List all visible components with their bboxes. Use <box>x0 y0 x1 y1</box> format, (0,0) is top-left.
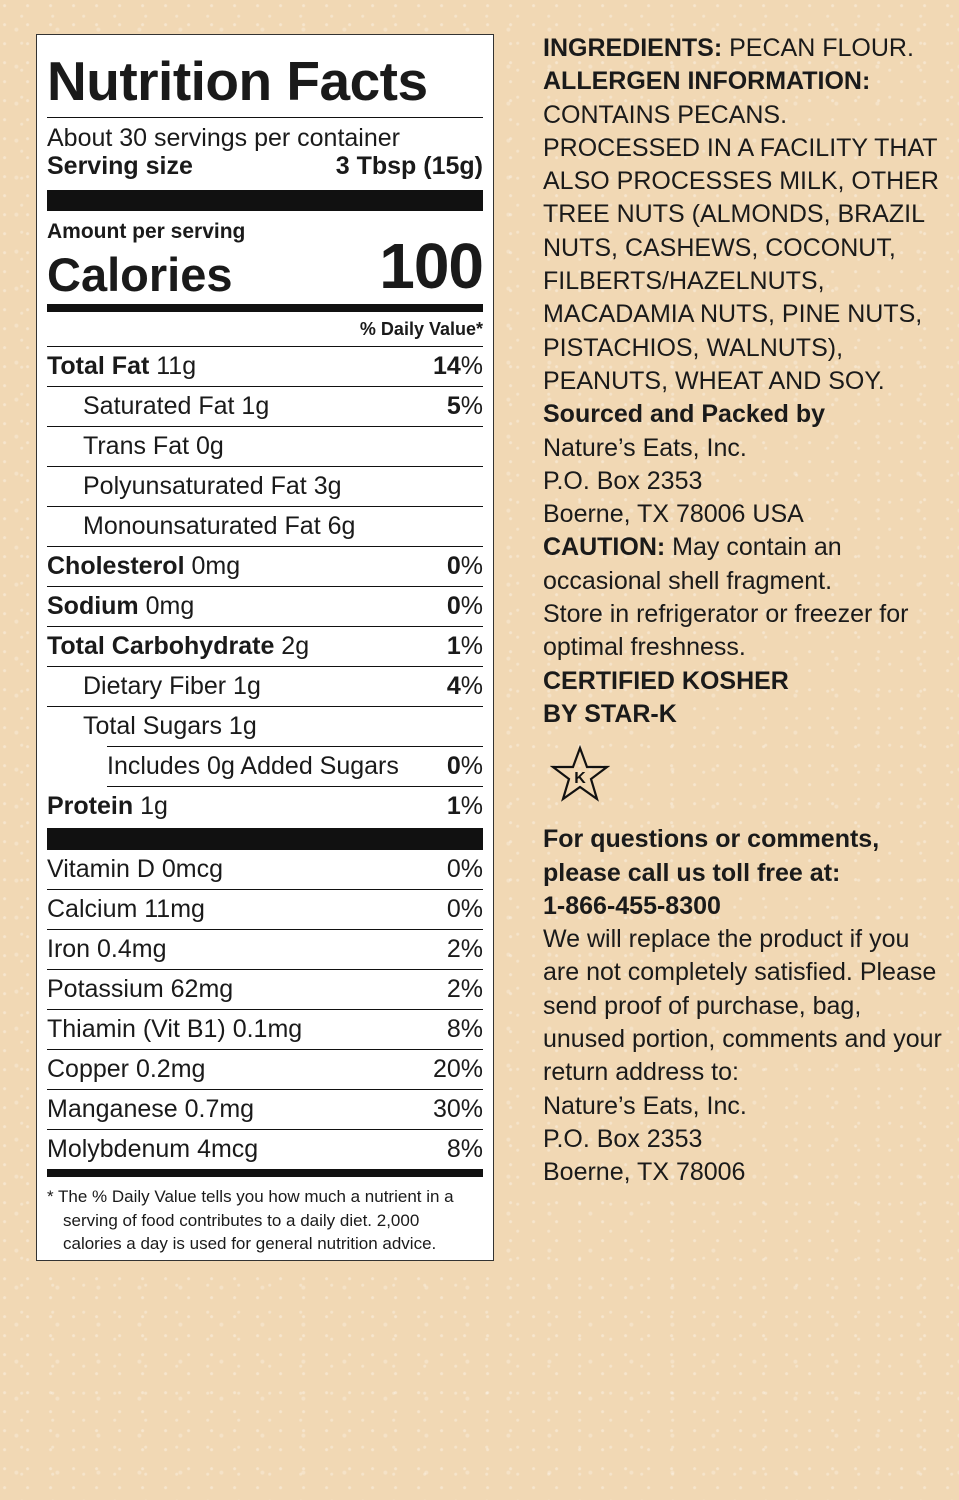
nutrient-name: Cholesterol <box>47 552 185 580</box>
nutrient-name: Protein <box>47 792 134 820</box>
daily-value-footnote: * The % Daily Value tells you how much a nutrient in a serving of food contributes to a daily diet. 2,000 calories a day is used for general nutrition advice. <box>47 1187 454 1253</box>
nutrient-row-total-sugars <box>47 707 483 746</box>
allergen-label: ALLERGEN INFORMATION: <box>543 67 871 96</box>
caution <box>543 531 943 598</box>
vitamin-row <box>47 1050 483 1090</box>
thick-divider <box>47 828 483 850</box>
pct-symbol: % <box>460 392 483 420</box>
nutrient-pct: 0 <box>446 552 461 580</box>
package-info-column <box>543 32 943 1190</box>
nutrient-row-added-sugars <box>107 746 483 787</box>
vitamin-row <box>47 1010 483 1050</box>
nutrient-name: Includes 0g Added Sugars <box>107 752 399 780</box>
caution-text: May contain an occasional shell fragment. <box>543 533 842 595</box>
pct-symbol: % <box>460 552 483 580</box>
nutrient-pct: 4 <box>446 672 461 700</box>
nutrient-pct: 1 <box>446 792 461 820</box>
vitamin-name: Potassium 62mg <box>47 975 234 1003</box>
sourced-po-box: P.O. Box 2353 <box>543 466 703 495</box>
pct-symbol: % <box>460 752 483 780</box>
pct-symbol: % <box>460 632 483 660</box>
vitamin-pct: 30% <box>432 1095 483 1123</box>
nutrient-row-protein <box>47 787 483 826</box>
medium-divider <box>47 1169 483 1177</box>
nutrient-row-polyunsaturated-fat <box>47 467 483 507</box>
vitamin-name: Copper 0.2mg <box>47 1055 206 1083</box>
caution-label: CAUTION: <box>543 533 666 562</box>
amount-per-serving: Amount per serving <box>47 220 246 243</box>
nutrient-amount: 2g <box>274 632 310 660</box>
sourced-label: Sourced and Packed by <box>543 400 826 429</box>
nutrient-row-trans-fat <box>47 427 483 467</box>
nutrient-row-saturated-fat <box>47 387 483 427</box>
calories-value: 100 <box>379 230 483 302</box>
nutrient-name: Total Fat <box>47 352 150 380</box>
nutrient-row-monounsaturated-fat <box>47 507 483 547</box>
vitamin-pct: 8% <box>446 1135 483 1163</box>
storage-text: Store in refrigerator or freezer for optimal freshness. <box>543 600 909 662</box>
star-k-letter: K <box>574 770 586 788</box>
sourced-city: Boerne, TX 78006 USA <box>543 500 804 529</box>
star-k-kosher-icon <box>550 745 610 805</box>
return-city: Boerne, TX 78006 <box>543 1158 746 1187</box>
vitamin-name: Calcium 11mg <box>47 895 205 923</box>
nutrient-name: Monounsaturated Fat 6g <box>83 512 356 540</box>
vitamin-name: Iron 0.4mg <box>47 935 167 963</box>
nutrient-row-cholesterol <box>47 547 483 587</box>
nutrient-pct: 14 <box>432 352 461 380</box>
vitamin-pct: 8% <box>446 1015 483 1043</box>
nutrient-row-dietary-fiber <box>47 667 483 707</box>
nutrient-amount: 1g <box>133 792 168 820</box>
allergen-text: CONTAINS PECANS. <box>543 100 788 129</box>
return-po-box: P.O. Box 2353 <box>543 1124 703 1153</box>
vitamin-name: Vitamin D 0mcg <box>47 855 223 883</box>
nutrient-name: Total Sugars 1g <box>83 712 257 740</box>
ingredients-text: PECAN FLOUR. <box>722 34 914 62</box>
facility-text: PROCESSED IN A FACILITY THAT ALSO PROCESSES MILK, OTHER TREE NUTS (ALMONDS, BRAZIL NUTS, CASHEWS, COCONUT, FILBERTS/HAZELNUTS, MACADAMIA NUTS, PINE NUTS, PISTACHIOS, WALNUTS), PEANUTS, WHEAT AND SOY. <box>543 133 939 395</box>
pct-symbol: % <box>460 352 483 380</box>
nutrient-amount: 11g <box>149 352 197 380</box>
replacement-text: We will replace the product if you are not completely satisfied. Please send proof of purchase, bag, unused portion, comments and your return address to: <box>543 925 942 1087</box>
vitamin-pct: 2% <box>446 935 483 963</box>
nutrient-name: Dietary Fiber 1g <box>83 672 261 700</box>
vitamin-row <box>47 850 483 890</box>
questions-line1: For questions or comments, <box>543 825 880 854</box>
nutrient-name: Saturated Fat 1g <box>83 392 270 420</box>
vitamin-rows <box>47 850 483 1169</box>
nutrient-row-total-fat <box>47 347 483 387</box>
questions-line2: please call us toll free at: <box>543 858 841 887</box>
vitamin-name: Molybdenum 4mcg <box>47 1135 259 1163</box>
toll-free-phone: 1-866-455-8300 <box>543 891 721 920</box>
nutrient-rows <box>47 347 483 826</box>
vitamin-pct: 0% <box>446 855 483 883</box>
vitamin-pct: 20% <box>432 1055 483 1083</box>
servings-per-container: About 30 servings per container <box>47 124 400 152</box>
nutrition-facts-title: Nutrition Facts <box>47 50 428 112</box>
sourced-company: Nature’s Eats, Inc. <box>543 433 747 462</box>
vitamin-name: Manganese 0.7mg <box>47 1095 255 1123</box>
ingredients-label: INGREDIENTS: <box>543 34 723 62</box>
vitamin-name: Thiamin (Vit B1) 0.1mg <box>47 1015 303 1043</box>
kosher-line2: BY STAR-K <box>543 699 677 728</box>
divider <box>47 117 483 118</box>
nutrition-facts-panel <box>36 34 494 1261</box>
nutrient-name: Polyunsaturated Fat 3g <box>83 472 342 500</box>
nutrient-pct: 0 <box>446 592 461 620</box>
vitamin-row <box>47 930 483 970</box>
daily-value-header: % Daily Value* <box>47 312 483 347</box>
vitamin-row <box>47 970 483 1010</box>
nutrient-row-total-carbohydrate <box>47 627 483 667</box>
return-company: Nature’s Eats, Inc. <box>543 1091 747 1120</box>
nutrient-name: Trans Fat 0g <box>83 432 224 460</box>
kosher-line1: CERTIFIED KOSHER <box>543 666 789 695</box>
vitamin-row <box>47 1090 483 1130</box>
vitamin-row <box>47 890 483 930</box>
pct-symbol: % <box>460 792 483 820</box>
serving-size-label: Serving size <box>47 152 193 180</box>
nutrient-amount: 0mg <box>184 552 241 580</box>
nutrient-row-sodium <box>47 587 483 627</box>
nutrient-pct: 0 <box>446 752 461 780</box>
vitamin-pct: 2% <box>446 975 483 1003</box>
medium-divider <box>47 304 483 312</box>
serving-size-value: 3 Tbsp (15g) <box>335 152 483 180</box>
serving-size-row <box>47 152 483 190</box>
thick-divider <box>47 190 483 211</box>
nutrient-name: Total Carbohydrate <box>47 632 275 660</box>
pct-symbol: % <box>460 672 483 700</box>
nutrient-pct: 5 <box>446 392 461 420</box>
vitamin-pct: 0% <box>446 895 483 923</box>
pct-symbol: % <box>460 592 483 620</box>
vitamin-row <box>47 1130 483 1169</box>
nutrient-pct: 1 <box>446 632 461 660</box>
calories-label: Calories <box>47 248 233 301</box>
ingredients <box>543 32 943 65</box>
nutrient-name: Sodium <box>47 592 139 620</box>
nutrient-amount: 0mg <box>138 592 195 620</box>
